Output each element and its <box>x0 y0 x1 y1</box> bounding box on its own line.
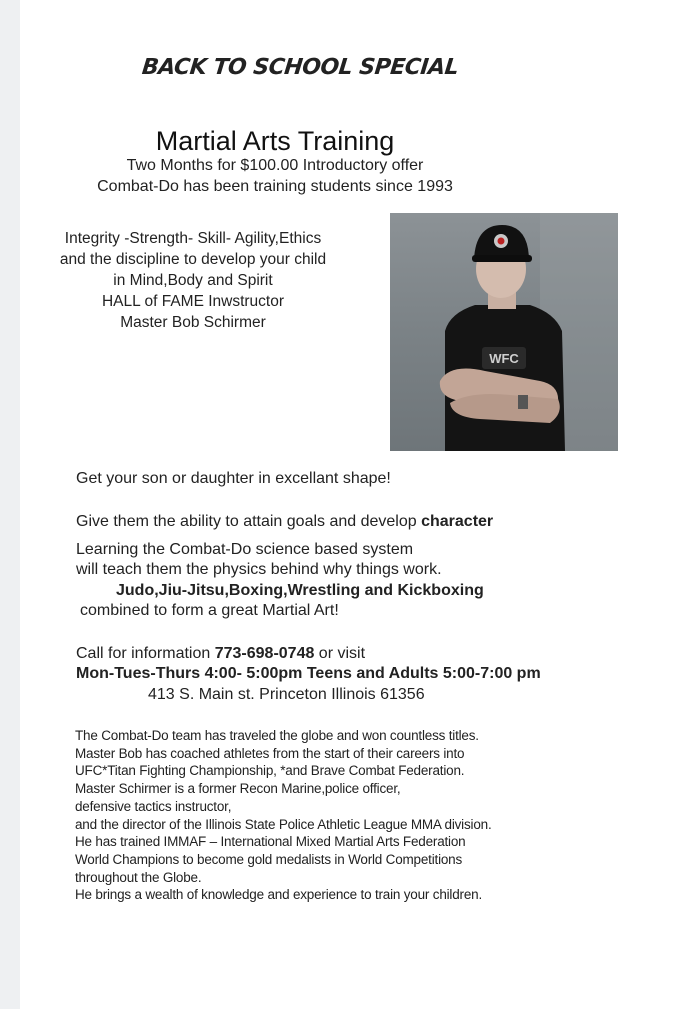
goals-line <box>76 513 493 531</box>
since-line: Combat-Do has been training students since 1993 <box>97 178 453 195</box>
bio-line: He brings a wealth of knowledge and experience to train your children. <box>75 887 482 903</box>
bio-line: UFC*Titan Fighting Championship, *and Brave Combat Federation. <box>75 763 465 779</box>
bio-line: and the director of the Illinois State Police Athletic League MMA division. <box>75 816 492 832</box>
bio-line: He has trained IMMAF – International Mixed Martial Arts Federation <box>75 834 466 850</box>
goals-text: Give them the ability to attain goals and develop <box>76 513 422 530</box>
bio-line: Master Schirmer is a former Recon Marine,police officer, <box>75 781 401 797</box>
instructor-figure <box>390 213 618 451</box>
intro-line: HALL of FAME Inwstructor <box>101 293 285 310</box>
intro-line: in Mind,Body and Spirit <box>113 272 273 289</box>
call-text: Call for information <box>76 645 215 662</box>
intro-line: Integrity -Strength- Skill- Agility,Ethics <box>64 230 322 247</box>
back-to-school-heading: BACK TO SCHOOL SPECIAL <box>140 55 460 80</box>
call-line <box>76 645 365 663</box>
flyer-page <box>20 0 700 1009</box>
bio-line: The Combat-Do team has traveled the globe and won countless titles. <box>75 728 479 743</box>
bio-line: throughout the Globe. <box>75 869 202 885</box>
intro-line: Master Bob Schirmer <box>120 314 266 331</box>
science-line-2: will teach them the physics behind why things work. <box>76 561 442 578</box>
science-line-1: Learning the Combat-Do science based system <box>76 541 414 558</box>
goals-character: character <box>421 513 494 530</box>
bio-line: defensive tactics instructor, <box>75 798 232 814</box>
call-visit-text: or visit <box>314 645 366 662</box>
left-margin-strip <box>0 0 20 1009</box>
phone-number: 773-698-0748 <box>214 645 315 662</box>
offer-line: Two Months for $100.00 Introductory offer <box>126 157 424 174</box>
schedule-line: Mon-Tues-Thurs 4:00- 5:00pm Teens and Adults 5:00-7:00 pm <box>76 665 541 682</box>
combined-line: combined to form a great Martial Art! <box>80 602 339 619</box>
shirt-logo-text: WFC <box>489 351 519 366</box>
instructor-photo <box>390 213 618 451</box>
address-line: 413 S. Main st. Princeton Illinois 61356 <box>148 686 425 703</box>
shape-line: Get your son or daughter in excellant shape! <box>76 470 391 487</box>
bio-line: Master Bob has coached athletes from the start of their careers into <box>75 745 465 761</box>
page-title: Martial Arts Training <box>155 126 395 156</box>
intro-block <box>20 228 366 333</box>
bio-block <box>75 727 492 904</box>
intro-line: and the discipline to develop your child <box>59 251 327 268</box>
bio-line: World Champions to become gold medalists in World Competitions <box>75 851 463 867</box>
martial-arts-list: Judo,Jiu-Jitsu,Boxing,Wrestling and Kickboxing <box>116 582 484 599</box>
